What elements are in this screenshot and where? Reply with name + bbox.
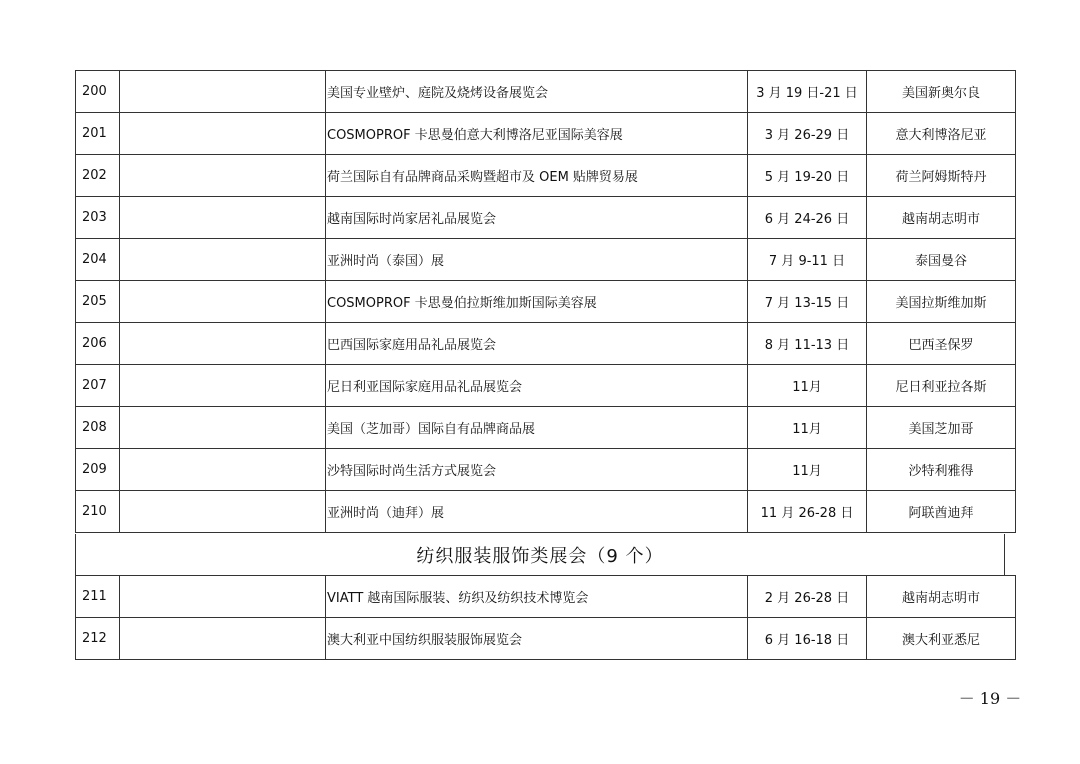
empty-cell [120,113,326,155]
exhibition-date-cell: 6 月 16-18 日 [748,618,867,660]
exhibition-date-cell: 2 月 26-28 日 [748,576,867,618]
exhibition-location-cell: 美国拉斯维加斯 [867,281,1016,323]
row-number-cell: 206 [76,323,120,365]
table-row [76,155,1016,197]
empty-cell [120,407,326,449]
exhibition-date-cell: 8 月 11-13 日 [748,323,867,365]
exhibition-table-textile [75,575,1016,660]
row-number-cell: 201 [76,113,120,155]
exhibition-date-cell: 3 月 19 日-21 日 [748,71,867,113]
exhibition-location-cell: 意大利博洛尼亚 [867,113,1016,155]
empty-cell [120,491,326,533]
exhibition-date-cell: 3 月 26-29 日 [748,113,867,155]
table-body [76,576,1016,660]
row-number-cell: 203 [76,197,120,239]
exhibition-name-cell: VIATT 越南国际服装、纺织及纺织技术博览会 [326,576,748,618]
table-row [76,618,1016,660]
empty-cell [120,618,326,660]
exhibition-name-cell: 越南国际时尚家居礼品展览会 [326,197,748,239]
exhibition-location-cell: 沙特利雅得 [867,449,1016,491]
exhibition-location-cell: 尼日利亚拉各斯 [867,365,1016,407]
exhibition-location-cell: 越南胡志明市 [867,197,1016,239]
exhibition-name-cell: 美国专业壁炉、庭院及烧烤设备展览会 [326,71,748,113]
table-row [76,113,1016,155]
row-number-cell: 210 [76,491,120,533]
section-heading [75,534,1005,575]
table-row [76,71,1016,113]
row-number-cell: 208 [76,407,120,449]
row-number-cell: 209 [76,449,120,491]
empty-cell [120,239,326,281]
exhibition-date-cell: 11月 [748,365,867,407]
exhibition-name-cell: 澳大利亚中国纺织服装服饰展览会 [326,618,748,660]
exhibition-name-cell: 沙特国际时尚生活方式展览会 [326,449,748,491]
page-number: － 19 － [958,689,1022,708]
table-row [76,449,1016,491]
table-row [76,239,1016,281]
exhibition-name-cell: COSMOPROF 卡思曼伯拉斯维加斯国际美容展 [326,281,748,323]
exhibition-location-cell: 泰国曼谷 [867,239,1016,281]
table-row [76,281,1016,323]
exhibition-date-cell: 11 月 26-28 日 [748,491,867,533]
exhibition-date-cell: 11月 [748,449,867,491]
empty-cell [120,365,326,407]
row-number-cell: 204 [76,239,120,281]
exhibition-name-cell: 亚洲时尚（迪拜）展 [326,491,748,533]
exhibition-location-cell: 美国新奥尔良 [867,71,1016,113]
empty-cell [120,281,326,323]
row-number-cell: 212 [76,618,120,660]
row-number-cell: 202 [76,155,120,197]
exhibition-location-cell: 阿联酋迪拜 [867,491,1016,533]
table-row [76,323,1016,365]
empty-cell [120,71,326,113]
exhibition-location-cell: 巴西圣保罗 [867,323,1016,365]
exhibition-name-cell: 美国（芝加哥）国际自有品牌商品展 [326,407,748,449]
exhibition-name-cell: 荷兰国际自有品牌商品采购暨超市及 OEM 贴牌贸易展 [326,155,748,197]
exhibition-name-cell: COSMOPROF 卡思曼伯意大利博洛尼亚国际美容展 [326,113,748,155]
exhibition-date-cell: 7 月 9-11 日 [748,239,867,281]
exhibition-location-cell: 美国芝加哥 [867,407,1016,449]
exhibition-location-cell: 荷兰阿姆斯特丹 [867,155,1016,197]
exhibition-date-cell: 11月 [748,407,867,449]
exhibition-date-cell: 7 月 13-15 日 [748,281,867,323]
table-row [76,365,1016,407]
row-number-cell: 200 [76,71,120,113]
empty-cell [120,576,326,618]
exhibition-name-cell: 尼日利亚国际家庭用品礼品展览会 [326,365,748,407]
exhibition-date-cell: 5 月 19-20 日 [748,155,867,197]
table-row [76,491,1016,533]
empty-cell [120,449,326,491]
empty-cell [120,155,326,197]
empty-cell [120,323,326,365]
exhibition-location-cell: 越南胡志明市 [867,576,1016,618]
exhibition-date-cell: 6 月 24-26 日 [748,197,867,239]
exhibition-name-cell: 亚洲时尚（泰国）展 [326,239,748,281]
exhibition-location-cell: 澳大利亚悉尼 [867,618,1016,660]
table-row [76,576,1016,618]
section-title: 纺织服装服饰类展会（9 个） [416,545,664,567]
exhibition-table-general [75,70,1016,533]
table-row [76,197,1016,239]
exhibition-name-cell: 巴西国际家庭用品礼品展览会 [326,323,748,365]
row-number-cell: 211 [76,576,120,618]
empty-cell [120,197,326,239]
table-body [76,71,1016,533]
row-number-cell: 205 [76,281,120,323]
table-row [76,407,1016,449]
row-number-cell: 207 [76,365,120,407]
